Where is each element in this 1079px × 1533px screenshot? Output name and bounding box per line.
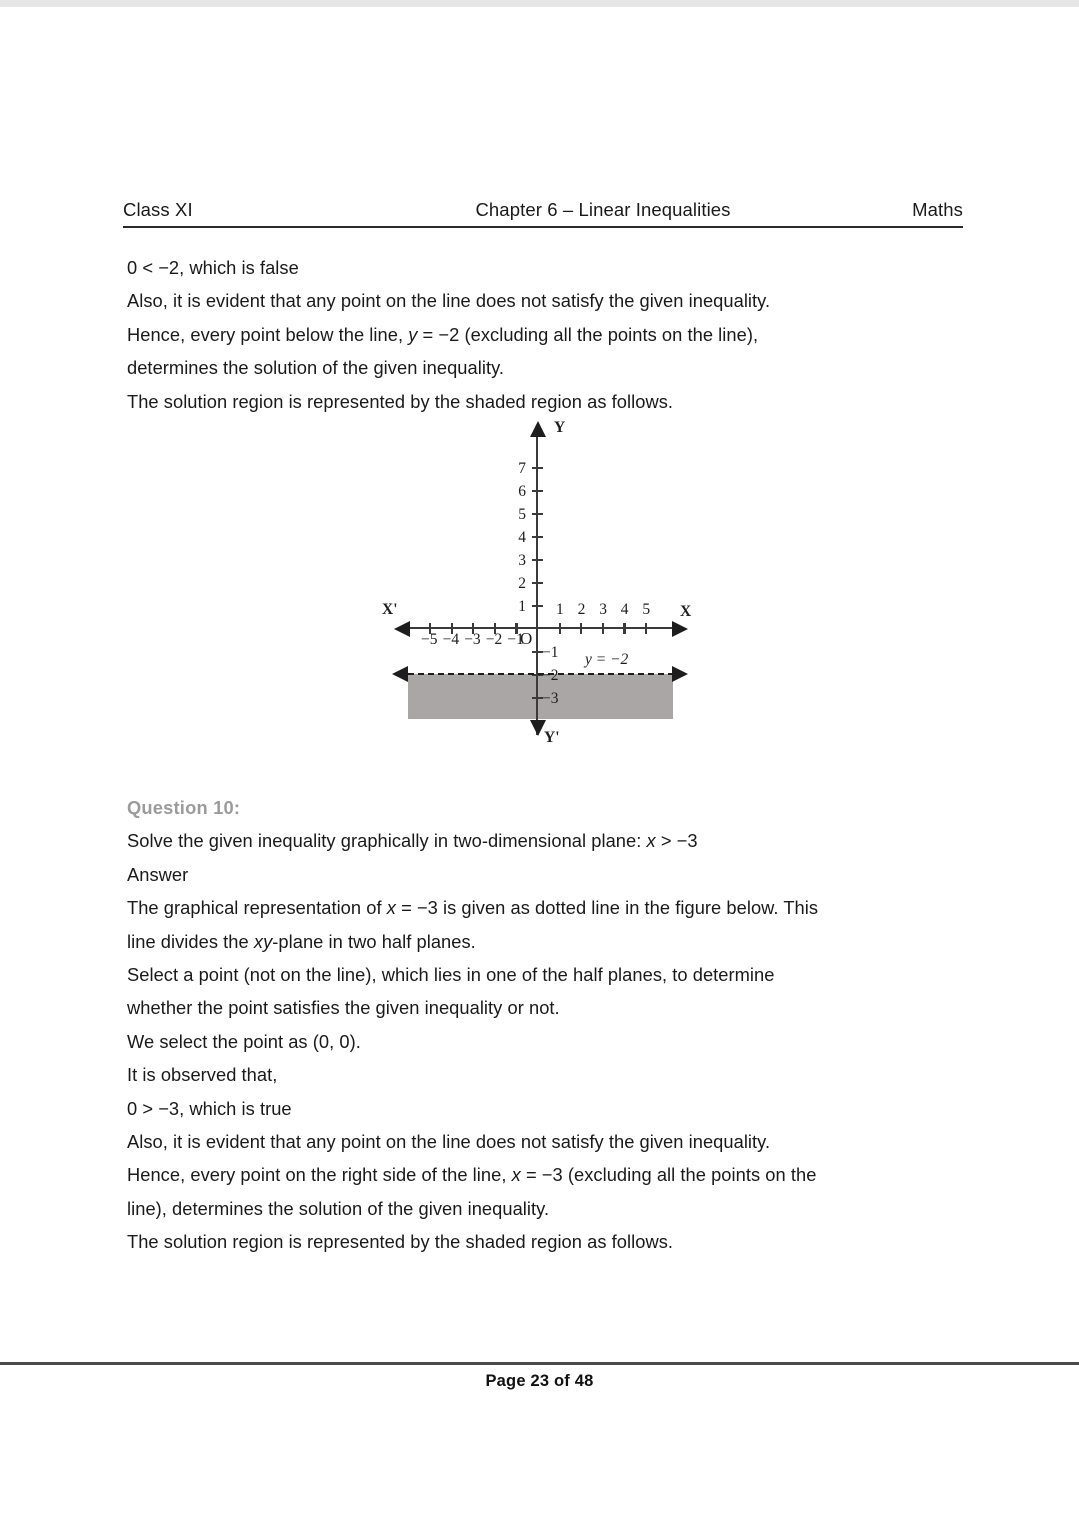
x-label-neg1: −1 — [507, 631, 524, 648]
text-line: We select the point as (0, 0). — [127, 1030, 361, 1052]
text-fragment: = −3 is given as dotted line in the figure below. This — [395, 897, 819, 919]
y-tick-neg1 — [532, 651, 543, 653]
y-label-neg1: −1 — [542, 644, 559, 661]
x-axis-left-arrow-icon — [394, 621, 410, 637]
boundary-right-arrow-icon — [672, 666, 688, 682]
x-neg-axis-label: X' — [382, 601, 398, 618]
x-axis-line — [408, 627, 674, 629]
header-class-label: Class XI — [123, 199, 193, 220]
math-var-x: x — [646, 830, 656, 852]
y-axis-line — [536, 435, 538, 735]
y-tick-neg3 — [532, 697, 543, 699]
x-label-neg2: −2 — [485, 631, 503, 648]
x-axis-label: X — [680, 603, 692, 620]
document-page — [0, 7, 1079, 1533]
question-heading: Question 10: — [127, 797, 241, 818]
y-neg-axis-label: Y' — [544, 729, 560, 746]
x-label-neg5: −5 — [421, 631, 438, 648]
text-line: Select a point (not on the line), which lies in one of the half planes, to determine — [127, 964, 775, 986]
y-label-neg2: −2 — [542, 667, 559, 684]
text-fragment: Hence, every point on the right side of the line, — [127, 1164, 512, 1186]
x-tick-1 — [559, 623, 561, 634]
text-line — [127, 1158, 957, 1191]
x-label-1: 1 — [556, 601, 564, 618]
text-fragment: Solve the given inequality graphically in two-dimensional plane: — [127, 830, 647, 852]
x-tick-4 — [623, 623, 625, 634]
x-label-4: 4 — [620, 601, 629, 618]
text-fragment: Hence, every point below the line, — [127, 323, 409, 345]
text-line: whether the point satisfies the given inequality or not. — [127, 997, 560, 1019]
x-label-neg4: −4 — [442, 631, 460, 648]
y-axis-up-arrow-icon — [530, 421, 546, 437]
math-var-xy: xy — [253, 930, 273, 952]
y-tick-6 — [532, 490, 543, 492]
origin-label: O — [520, 629, 533, 648]
text-line: Also, it is evident that any point on the line does not satisfy the given inequality. — [127, 1131, 771, 1153]
text-line: 0 > −3, which is true — [127, 1097, 292, 1119]
text-line — [127, 925, 957, 958]
y-label-4: 4 — [518, 529, 526, 546]
y-label-5: 5 — [518, 506, 526, 523]
text-line — [127, 318, 957, 351]
math-var-y: y — [408, 323, 418, 345]
y-label-6: 6 — [518, 483, 526, 500]
text-line: Also, it is evident that any point on the line does not satisfy the given inequality. — [127, 290, 771, 312]
header-chapter-title: Chapter 6 – Linear Inequalities — [475, 199, 731, 220]
x-label-neg3: −3 — [464, 631, 481, 648]
y-label-2: 2 — [518, 575, 526, 592]
y-label-7: 7 — [518, 460, 526, 477]
text-line: line), determines the solution of the given inequality. — [127, 1197, 550, 1219]
y-tick-5 — [532, 513, 543, 515]
text-fragment: line divides the — [127, 930, 254, 952]
answer-label: Answer — [127, 863, 189, 885]
text-line: determines the solution of the given inequality. — [127, 357, 505, 379]
graph-figure-y-less-than-minus-2 — [380, 417, 700, 752]
y-label-1: 1 — [518, 598, 526, 615]
top-gray-strip — [0, 0, 1079, 7]
text-line — [127, 891, 957, 924]
math-var-x: x — [511, 1164, 521, 1186]
text-fragment: -plane in two half planes. — [272, 930, 476, 952]
text-fragment: = −3 (excluding all the points on the — [520, 1164, 817, 1186]
text-line: The solution region is represented by the shaded region as follows. — [127, 390, 674, 412]
x-label-5: 5 — [642, 601, 651, 618]
x-label-3: 3 — [599, 601, 607, 618]
answer-continuation-block — [127, 251, 957, 418]
x-tick-2 — [580, 623, 582, 634]
x-tick-5 — [645, 623, 647, 634]
text-line: The solution region is represented by the shaded region as follows. — [127, 1231, 674, 1253]
question-prompt — [127, 824, 957, 857]
y-tick-1 — [532, 605, 543, 607]
y-tick-7 — [532, 467, 543, 469]
text-line: 0 < −2, which is false — [127, 257, 299, 278]
footer-divider — [0, 1362, 1079, 1365]
boundary-line-y-equals-minus-2 — [408, 673, 674, 675]
header-subject-label: Maths — [912, 199, 963, 220]
y-axis-label: Y — [554, 419, 566, 436]
boundary-line-equation-label: y = −2 — [585, 651, 629, 668]
y-label-neg3: −3 — [542, 690, 559, 707]
x-axis-right-arrow-icon — [672, 621, 688, 637]
text-line: It is observed that, — [127, 1064, 278, 1086]
x-label-2: 2 — [577, 601, 586, 618]
y-tick-4 — [532, 536, 543, 538]
boundary-left-arrow-icon — [392, 666, 408, 682]
y-tick-2 — [532, 582, 543, 584]
page-header — [123, 199, 963, 228]
math-var-x: x — [386, 897, 396, 919]
y-label-3: 3 — [518, 552, 526, 569]
graph-canvas — [380, 417, 700, 752]
page-number-label: Page 23 of 48 — [485, 1372, 594, 1390]
text-fragment: > −3 — [655, 830, 698, 852]
text-fragment: = −2 (excluding all the points on the line), — [417, 323, 759, 345]
y-tick-3 — [532, 559, 543, 561]
text-fragment: The graphical representation of — [127, 897, 387, 919]
question-10-block — [127, 791, 957, 1259]
x-tick-3 — [602, 623, 604, 634]
